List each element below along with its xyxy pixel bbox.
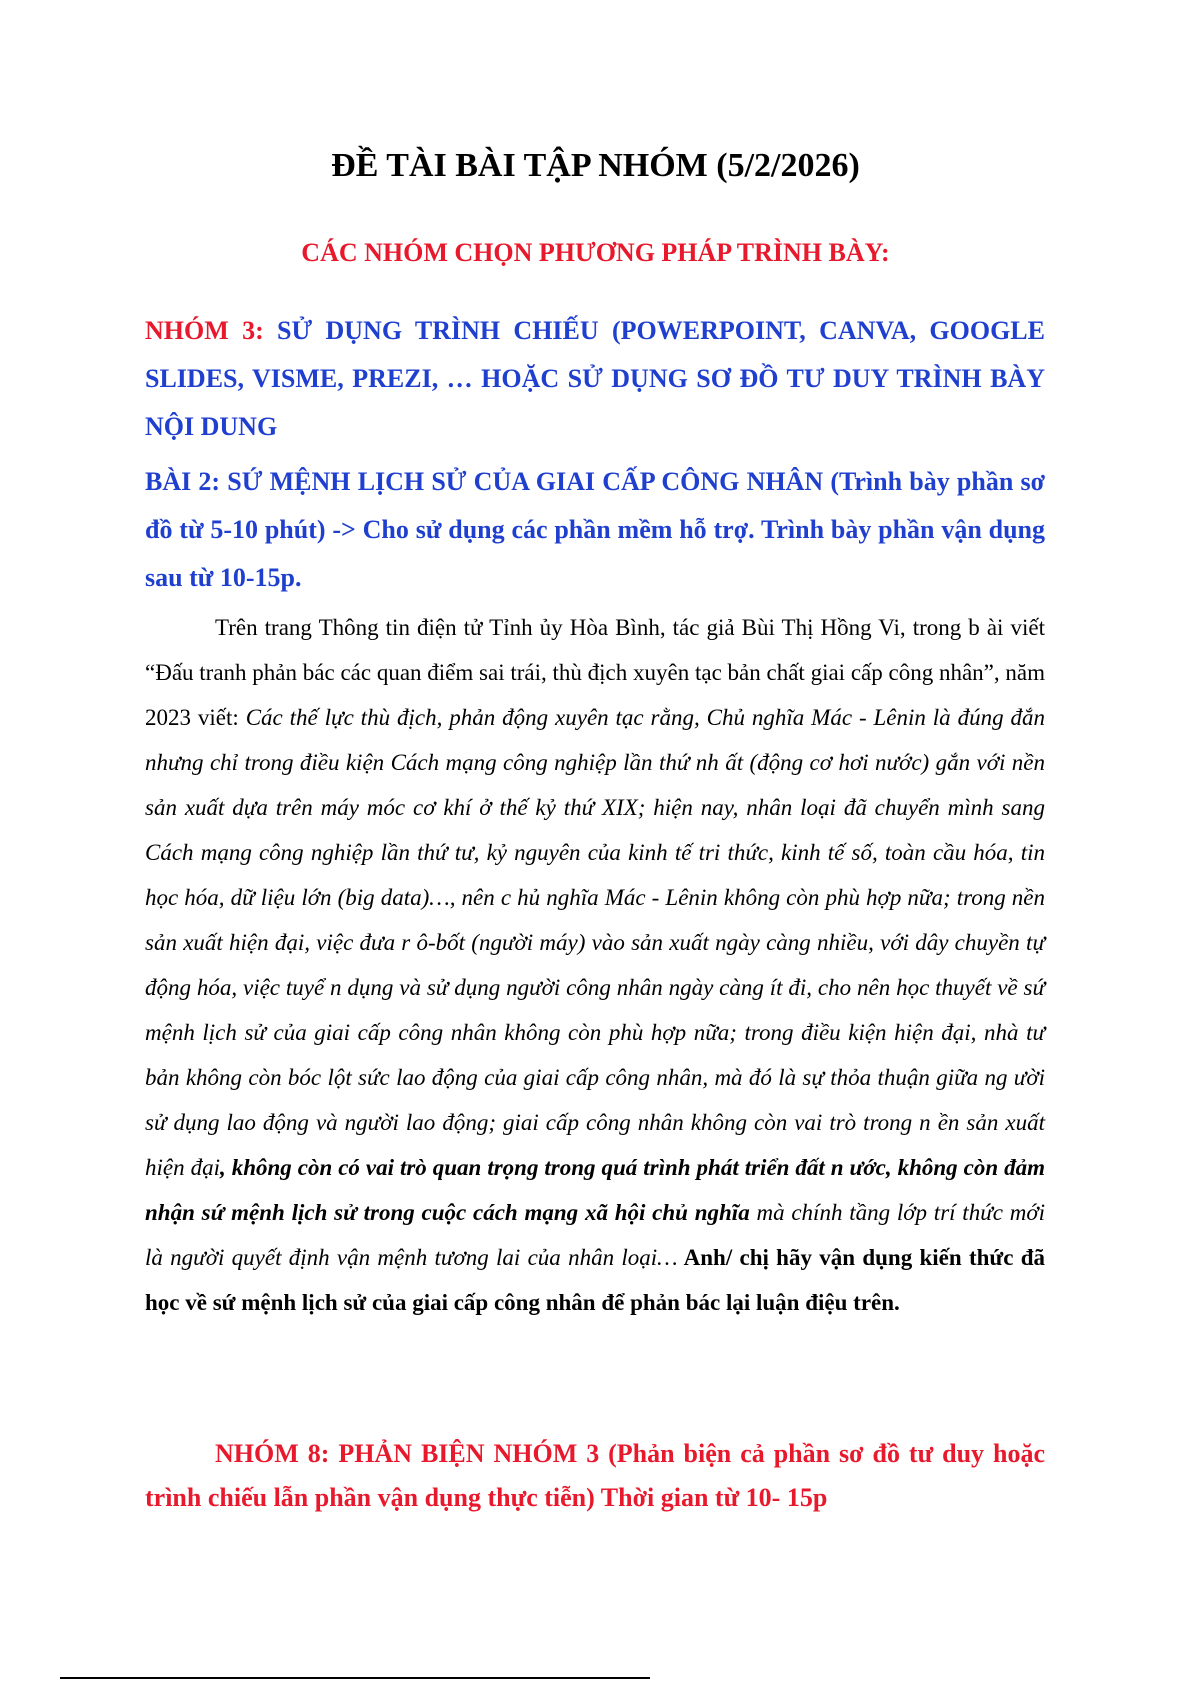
presentation-method-heading: CÁC NHÓM CHỌN PHƯƠNG PHÁP TRÌNH BÀY: <box>301 238 890 267</box>
group-3-assignment <box>145 307 1045 451</box>
document-title: ĐỀ TÀI BÀI TẬP NHÓM (5/2/2026) <box>331 147 860 184</box>
lesson-heading: BÀI 2: SỨ MỆNH LỊCH SỬ CỦA GIAI CẤP CÔNG NHÂN (Trình bày phần sơ đồ từ 5-10 phút) -> Cho sử dụng các phần mềm hỗ trợ. Trình bày phần vận dụng sau từ 10-15p. <box>145 467 1045 592</box>
quote-paragraph <box>145 605 1045 1325</box>
task-instruction: Anh/ chị hãy vận dụng kiến thức đã học về sứ mệnh lịch sử của giai cấp công nhân để phản bác lại luận điệu trên. <box>145 1245 1045 1315</box>
quote-bold-italic: , không còn có vai trò quan trọng trong quá trình phát triển đất n ước, không còn đảm nhận sứ mệnh lịch sử trong cuộc cách mạng xã hội chủ nghĩa <box>145 1155 1045 1225</box>
group-8-assignment: NHÓM 8: PHẢN BIỆN NHÓM 3 (Phản biện cả phần sơ đồ tư duy hoặc trình chiếu lẫn phần vận dụng thực tiễn) Thời gian từ 10- 15p <box>145 1439 1045 1512</box>
quote-italic: Các thế lực thù địch, phản động xuyên tạc rằng, Chủ nghĩa Mác - Lênin là đúng đắn nhưng chỉ trong điều kiện Cách mạng công nghiệp lần thứ nh ất (động cơ hơi nước) gắn với nền sản xuất dựa trên máy móc cơ khí ở thế kỷ thứ XIX; hiện nay, nhân loại đã chuyển mình sang Cách mạng công nghiệp lần thứ tư, kỷ nguyên của kinh tế tri thức, kinh tế số, toàn cầu hóa, tin học hóa, dữ liệu lớn (big data)…, nên c hủ nghĩa Mác - Lênin không còn phù hợp nữa; trong nền sản xuất hiện đại, việc đưa r ô-bốt (người máy) vào sản xuất ngày càng nhiều, với dây chuyền tự động hóa, việc tuyể n dụng và sử dụng người công nhân ngày càng ít đi, cho nên học thuyết về sứ mệnh lịch sử của giai cấp công nhân không còn phù hợp nữa; trong điều kiện hiện đại, nhà tư bản không còn bóc lột sức lao động của giai cấp công nhân, mà đó là sự thỏa thuận giữa ng ười sử dụng lao động và người lao động; giai cấp công nhân không còn vai trò trong n ền sản xuất hiện đại <box>145 705 1045 1180</box>
quote-italic-end: mà chính tầng lớp trí thức mới là người quyết định vận mệnh tương lai của nhân loại… <box>145 1200 1045 1270</box>
group-3-label: NHÓM 3: <box>145 316 264 345</box>
group-3-text: SỬ DỤNG TRÌNH CHIẾU (POWERPOINT, CANVA, GOOGLE SLIDES, VISME, PREZI, … HOẶC SỬ DỤNG SƠ ĐỒ TƯ DUY TRÌNH BÀY NỘI DUNG <box>145 316 1045 441</box>
quote-intro: Trên trang Thông tin điện tử Tỉnh ủy Hòa Bình, tác giả Bùi Thị Hồng Vi, trong b ài viết “Đấu tranh phản bác các quan điểm sai trái, thù địch xuyên tạc bản chất giai cấp công nhân”, năm 2023 viết: <box>145 615 1045 730</box>
footer-divider <box>60 1677 650 1679</box>
